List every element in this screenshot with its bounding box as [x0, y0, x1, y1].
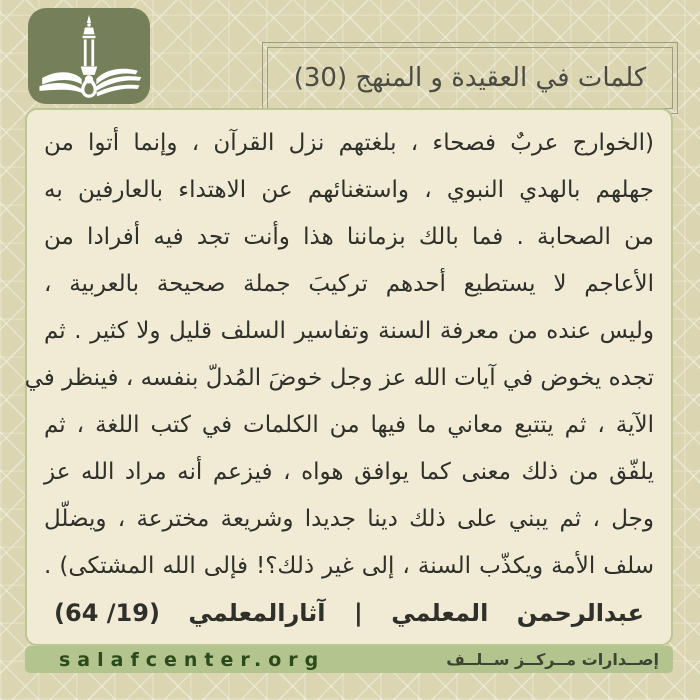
quote-line: وجل ، ثم يبني على ذلك دينا جديدا وشريعة مخترعة ، ويضلّل — [44, 506, 654, 532]
quote-line: (الخوارج عربٌ فصحاء ، بلغتهم نزل القرآن ، وإنما أتوا من — [44, 130, 654, 156]
quote-line: تجده يخوض في آيات الله عز وجل خوضَ المُدلّ بنفسه ، فينظر في — [24, 365, 654, 391]
source-title: آثارالمعلمي — [188, 599, 326, 627]
quote-line: من الصحابة . فما بالك بزماننا هذا وأنت تجد فيه أفرادا من — [44, 224, 654, 250]
salaf-center-logo — [28, 8, 150, 104]
title-box — [262, 42, 678, 114]
source-reference: (19/ 64) — [54, 599, 160, 627]
author-last-name: المعلمي — [391, 599, 489, 627]
title-frame — [267, 47, 673, 109]
quote-line: وليس عنده من معرفة السنة وتفاسير السلف قليل ولا كثير . ثم — [44, 318, 654, 344]
attribution-row — [44, 599, 654, 627]
quote-line: سلف الأمة ويكذّب السنة ، إلى غير ذلك؟! فإلى الله المشتكى) . — [44, 553, 654, 579]
attribution-separator: | — [354, 599, 363, 627]
quote-panel — [25, 108, 673, 646]
footer-bar — [25, 646, 673, 673]
quote-text — [24, 120, 654, 590]
quote-line: يلفّق من ذلك معنى كما يوافق هواه ، فيزعم أنه مراد الله عز — [44, 459, 654, 485]
quote-line: الأعاجم لا يستطيع أحدهم تركيبَ جملة صحيحة بالعربية ، — [44, 271, 654, 297]
minaret-book-icon — [33, 11, 145, 101]
publisher-label: إصــدارات مــركــز ســلــف — [446, 650, 659, 669]
page-title: كلمات في العقيدة و المنهج (30) — [293, 63, 647, 93]
quote-line: الآية ، ثم يتتبع معاني ما فيها من الكلمات في كتب اللغة ، ثم — [44, 412, 654, 438]
website-url: salafcenter.org — [59, 648, 326, 671]
quote-line: جهلهم بالهدي النبوي ، واستغنائهم عن الاهتداء بالعارفين به — [44, 177, 654, 203]
author-first-name: عبدالرحمن — [516, 599, 644, 627]
